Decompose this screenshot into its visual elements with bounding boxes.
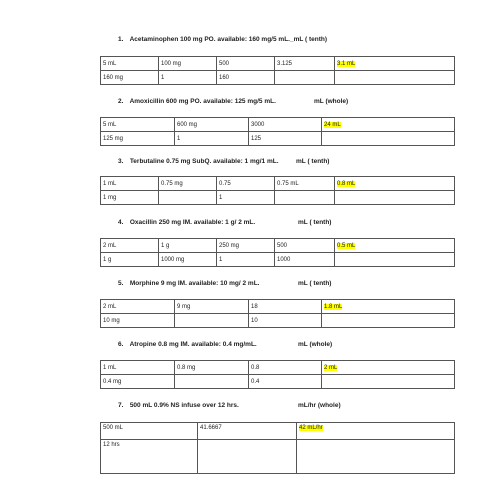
work-table-4 (100, 238, 455, 267)
table-cell (322, 314, 455, 328)
table-row (101, 132, 455, 146)
table-cell (335, 191, 455, 205)
table-cell: 1 (217, 253, 275, 267)
table-cell: 1 (159, 71, 217, 85)
table-cell (159, 191, 217, 205)
table-cell (198, 440, 297, 474)
table-row (101, 71, 455, 85)
answer-unit: mL ( tenth) (296, 158, 330, 165)
answer-unit: mL/hr (whole) (298, 402, 341, 409)
table-cell: 600 mg (175, 118, 249, 132)
answer-cell (335, 57, 455, 71)
table-cell: 2 mL (101, 239, 159, 253)
question-text: 500 mL 0.9% NS infuse over 12 hrs. (129, 402, 239, 409)
table-row (101, 375, 455, 389)
table-row (101, 177, 455, 191)
table-cell: 10 (249, 314, 322, 328)
work-table-3 (100, 176, 455, 205)
table-cell: 100 mg (159, 57, 217, 71)
answer-highlight: 42 mL/hr (299, 425, 323, 431)
table-cell: 18 (249, 300, 322, 314)
question-text: Morphine 9 mg IM. available: 10 mg/ 2 mL. (129, 280, 260, 287)
table-cell: 0.4 (249, 375, 322, 389)
table-cell (322, 375, 455, 389)
table-cell (175, 375, 249, 389)
table-cell: 500 (217, 57, 275, 71)
question-text: Acetaminophen 100 mg PO. available: 160 mg/5 mL._mL ( tenth) (129, 36, 328, 43)
answer-highlight: 3.1 mL (337, 60, 356, 67)
answer-cell (335, 177, 455, 191)
table-cell: 2 mL (101, 300, 175, 314)
table-cell: 1 (175, 132, 249, 146)
table-cell: 125 (249, 132, 322, 146)
table-cell: 0.75 mL (275, 177, 335, 191)
work-table-2 (100, 117, 455, 146)
question-1 (118, 36, 327, 43)
work-table-1 (100, 56, 455, 85)
question-4 (118, 219, 332, 226)
answer-cell (335, 239, 455, 253)
answer-unit: mL ( tenth) (298, 280, 332, 287)
question-6 (118, 341, 333, 348)
work-table-6 (100, 360, 455, 389)
table-row (101, 440, 455, 474)
table-row (101, 191, 455, 205)
table-cell: 3000 (249, 118, 322, 132)
answer-unit: mL (whole) (314, 98, 349, 105)
table-cell: 0.8 (249, 361, 322, 375)
answer-cell (322, 361, 455, 375)
question-text: Oxacillin 250 mg IM. available: 1 g/ 2 mL. (129, 219, 256, 226)
table-cell: 41.6667 (198, 423, 297, 440)
table-cell: 1 g (101, 253, 159, 267)
question-number: 1. (118, 36, 124, 43)
question-number: 3. (118, 158, 124, 165)
question-text: Atropine 0.8 mg IM. available: 0.4 mg/mL. (129, 341, 257, 348)
table-row (101, 423, 455, 440)
table-row (101, 314, 455, 328)
table-cell: 3.125 (275, 57, 335, 71)
work-table-5 (100, 299, 455, 328)
table-cell (275, 71, 335, 85)
table-row (101, 300, 455, 314)
table-cell: 9 mg (175, 300, 249, 314)
table-cell: 160 (217, 71, 275, 85)
table-cell: 500 (275, 239, 335, 253)
table-cell (322, 132, 455, 146)
answer-highlight: 0.8 mL (337, 180, 356, 187)
question-number: 2. (118, 98, 124, 105)
table-cell: 1000 mg (159, 253, 217, 267)
question-number: 7. (118, 402, 124, 409)
question-number: 6. (118, 341, 124, 348)
answer-unit: mL ( tenth) (298, 219, 332, 226)
table-cell (275, 191, 335, 205)
table-cell: 1 g (159, 239, 217, 253)
answer-cell (322, 300, 455, 314)
table-cell: 0.75 mg (159, 177, 217, 191)
table-cell: 160 mg (101, 71, 159, 85)
table-cell (335, 71, 455, 85)
table-cell: 1 mg (101, 191, 159, 205)
question-3 (118, 158, 330, 165)
question-text: Terbutaline 0.75 mg SubQ. available: 1 mg/1 mL. (129, 158, 279, 165)
answer-unit: mL (whole) (298, 341, 333, 348)
table-cell: 1 (217, 191, 275, 205)
question-5 (118, 280, 332, 287)
table-cell: 500 mL (101, 423, 198, 440)
table-cell: 1 mL (101, 177, 159, 191)
table-cell: 5 mL (101, 57, 159, 71)
answer-highlight: 24 mL (324, 121, 341, 128)
table-cell: 250 mg (217, 239, 275, 253)
table-row (101, 239, 455, 253)
question-text: Amoxicillin 600 mg PO. available: 125 mg/5 mL. (129, 98, 276, 105)
answer-highlight: 0.5 mL (337, 242, 356, 249)
table-cell (175, 314, 249, 328)
table-cell (297, 440, 455, 474)
answer-highlight: 1.8 mL (324, 303, 343, 310)
answer-cell (322, 118, 455, 132)
table-row (101, 361, 455, 375)
table-cell (335, 253, 455, 267)
table-cell: 10 mg (101, 314, 175, 328)
table-cell: 0.8 mg (175, 361, 249, 375)
question-number: 4. (118, 219, 124, 226)
question-7 (118, 402, 341, 409)
table-cell: 0.4 mg (101, 375, 175, 389)
table-cell: 5 mL (101, 118, 175, 132)
table-cell: 125 mg (101, 132, 175, 146)
table-row (101, 57, 455, 71)
table-cell: 1000 (275, 253, 335, 267)
answer-cell (297, 423, 455, 440)
work-table-7 (100, 422, 455, 474)
table-cell: 1 mL (101, 361, 175, 375)
table-row (101, 253, 455, 267)
question-2 (118, 98, 349, 105)
table-cell: 12 hrs (101, 440, 198, 474)
table-row (101, 118, 455, 132)
question-number: 5. (118, 280, 124, 287)
table-cell: 0.75 (217, 177, 275, 191)
answer-highlight: 2 mL (324, 364, 338, 371)
